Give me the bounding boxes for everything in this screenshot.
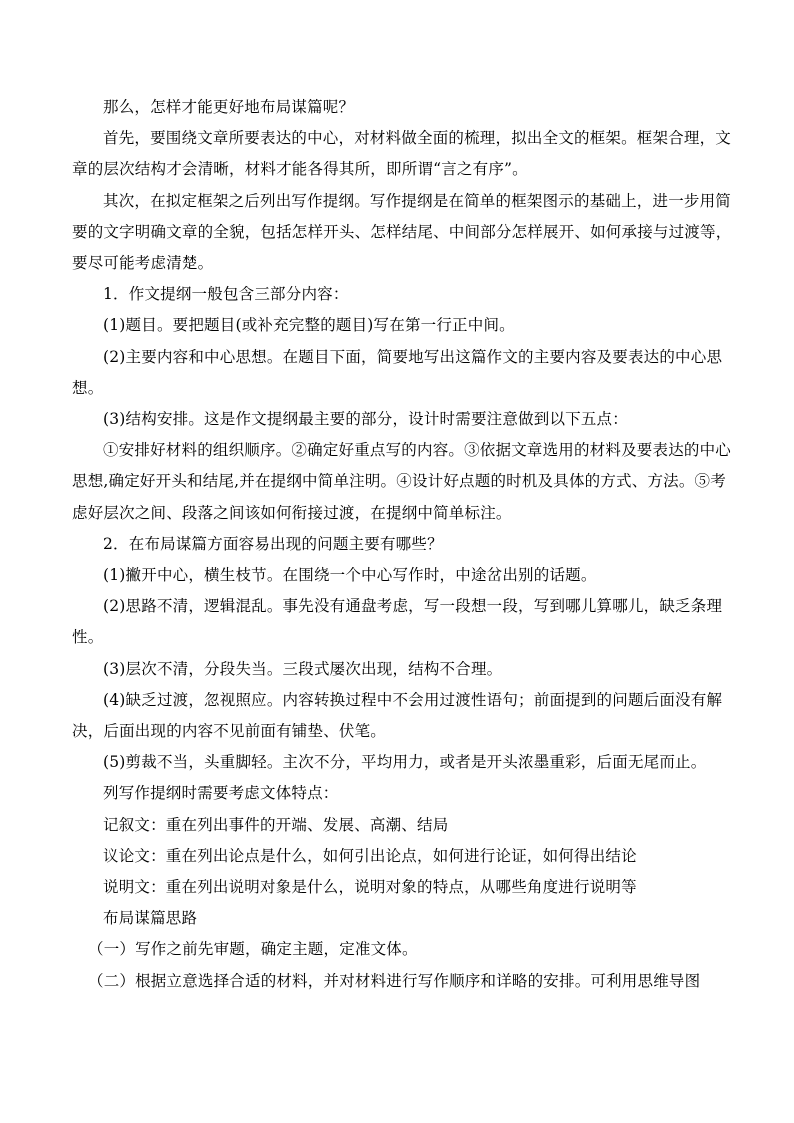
heading-outline-contents: 1．作文提纲一般包含三部分内容： (103, 285, 349, 304)
paragraph-second-step: 其次，在拟定框架之后列出写作提纲。写作提纲是在简单的框架图示的基础上，进一步用简要的文字明确文章的全貌，包括怎样开头、怎样结尾、中间部分怎样展开、如何承接与过渡等，要尽可能考虑清楚。 (72, 191, 732, 273)
problem-item-5: (5)剪裁不当，头重脚轻。主次不分，平均用力，或者是开头浓墨重彩，后面无尾而止。 (103, 753, 707, 772)
outline-item-main-content: (2)主要内容和中心思想。在题目下面，简要地写出这篇作文的主要内容及要表达的中心思想。 (72, 347, 723, 397)
problem-item-1: (1)撇开中心，横生枝节。在围绕一个中心写作时，中途岔出别的话题。 (103, 566, 597, 585)
genre-narrative: 记叙文：重在列出事件的开端、发展、高潮、结局 (103, 815, 449, 834)
problem-item-2: (2)思路不清，逻辑混乱。事先没有通盘考虑，写一段想一段，写到哪儿算哪儿，缺乏条理性。 (72, 597, 723, 647)
heading-common-problems: 2．在布局谋篇方面容易出现的问题主要有哪些？ (103, 534, 443, 553)
document-body (72, 92, 734, 997)
problem-item-3: (3)层次不清，分段失当。三段式屡次出现，结构不合理。 (103, 659, 503, 678)
genre-expository: 说明文：重在列出说明对象是什么，说明对象的特点，从哪些角度进行说明等 (103, 878, 637, 897)
outline-item-structure: (3)结构安排。这是作文提纲最主要的部分，设计时需要注意做到以下五点： (103, 410, 628, 429)
approach-item-1: （一）写作之前先审题，确定主题，定准文体。 (88, 940, 418, 959)
paragraph-intro-question: 那么，怎样才能更好地布局谋篇呢？ (103, 98, 355, 116)
approach-item-2: （二）根据立意选择合适的材料，并对材料进行写作顺序和详略的安排。可利用思维导图 (88, 971, 701, 990)
genre-intro: 列写作提纲时需要考虑文体特点： (103, 784, 339, 803)
outline-item-title: (1)题目。要把题目(或补充完整的题目)写在第一行正中间。 (103, 316, 515, 335)
heading-layout-approach: 布局谋篇思路 (103, 909, 198, 928)
genre-argumentative: 议论文：重在列出论点是什么，如何引出论点，如何进行论证，如何得出结论 (103, 846, 637, 865)
problem-item-4: (4)缺乏过渡，忽视照应。内容转换过程中不会用过渡性语句；前面提到的问题后面没有解决，后面出现的内容不见前面有铺垫、伏笔。 (72, 690, 723, 741)
structure-five-points: ①安排好材料的组织顺序。②确定好重点写的内容。③依据文章选用的材料及要表达的中心思想,确定好开头和结尾,并在提纲中简单注明。④设计好点题的时机及具体的方式、方法。⑤考虑好层次之间、段落之间该如何衔接过渡，在提纲中简单标注。 (72, 441, 732, 522)
paragraph-first-step: 首先，要围绕文章所要表达的中心，对材料做全面的梳理，拟出全文的框架。框架合理，文章的层次结构才会清晰，材料才能各得其所，即所谓“言之有序”。 (72, 129, 732, 179)
